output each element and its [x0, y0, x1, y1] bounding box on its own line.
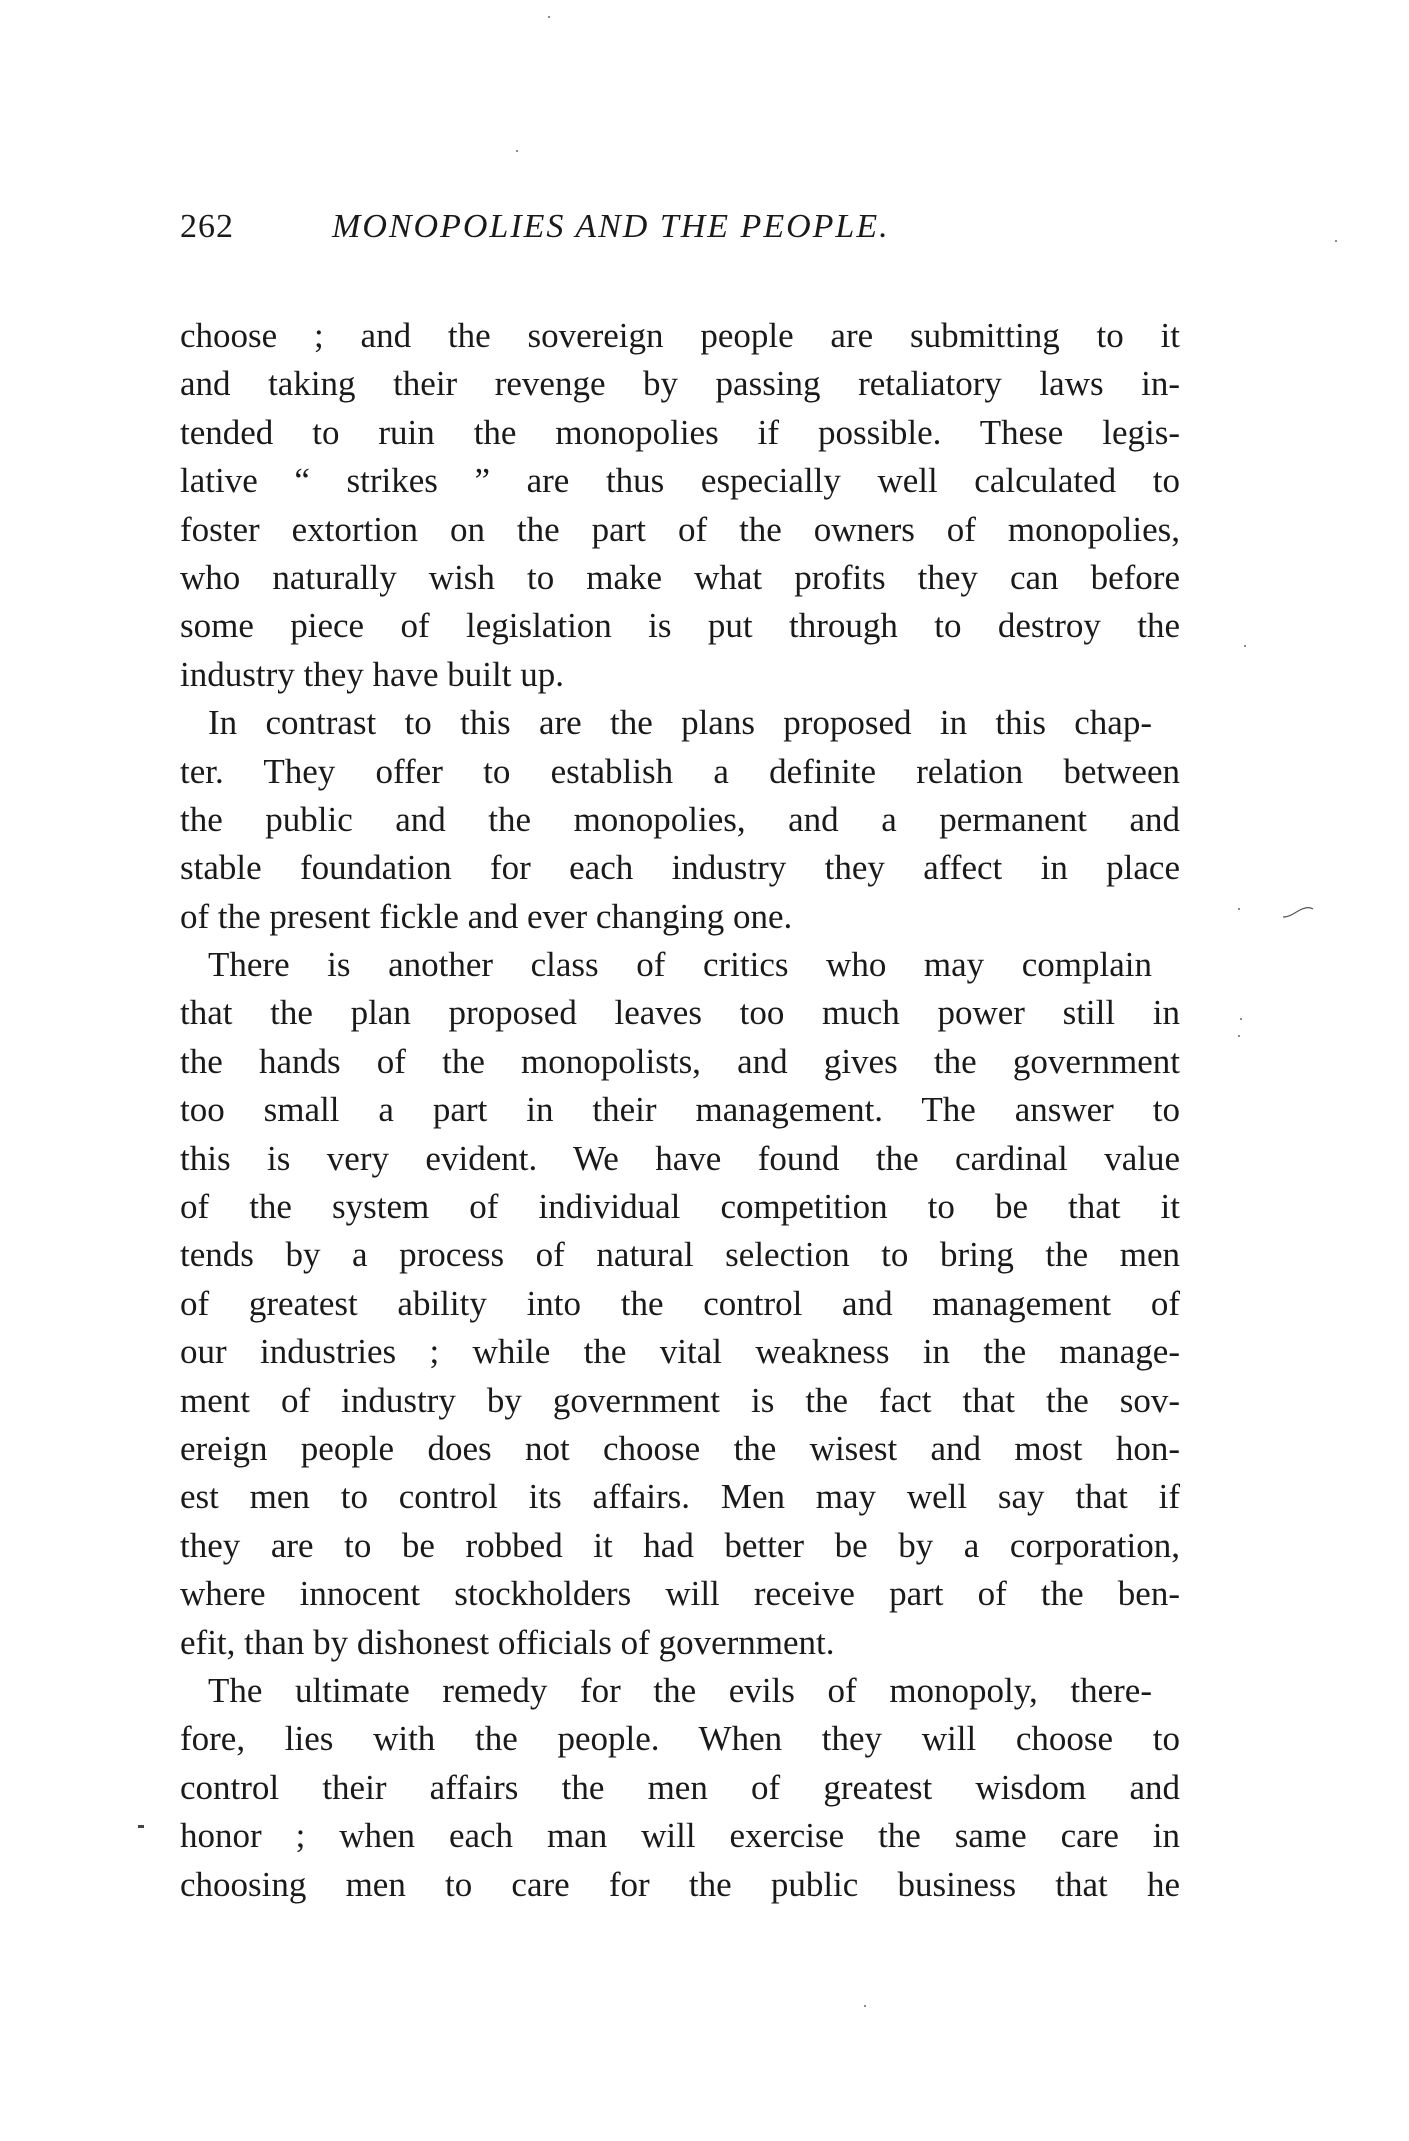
text-line-content: too small a part in their management. The answer to	[180, 1090, 1180, 1130]
text-line	[180, 1812, 1180, 1860]
text-line-content: of the system of individual competition to be that it	[180, 1187, 1180, 1227]
text-line	[180, 554, 1180, 602]
text-line	[180, 699, 1180, 747]
scan-speck	[516, 150, 518, 152]
text-line-content: The ultimate remedy for the evils of monopoly, there-	[208, 1670, 1152, 1710]
running-head	[180, 208, 1180, 258]
text-line	[180, 409, 1180, 457]
text-line-content: this is very evident. We have found the cardinal value	[180, 1138, 1180, 1178]
text-line	[180, 1280, 1180, 1328]
text-line-content: There is another class of critics who may complain	[208, 945, 1152, 985]
text-line	[180, 893, 1180, 941]
text-line	[180, 1231, 1180, 1279]
scan-speck	[1335, 240, 1337, 242]
text-line	[180, 1715, 1180, 1763]
text-line	[180, 1619, 1180, 1667]
text-line-content: foster extortion on the part of the owners of monopolies,	[180, 509, 1180, 549]
text-line-content: ereign people does not choose the wisest and most hon-	[180, 1428, 1180, 1468]
text-line-content: who naturally wish to make what profits they can before	[180, 557, 1180, 597]
text-line-content: tends by a process of natural selection to bring the men	[180, 1235, 1180, 1275]
text-line-content: tended to ruin the monopolies if possible. These legis-	[180, 412, 1180, 452]
text-line	[180, 748, 1180, 796]
scan-speck	[1240, 1018, 1242, 1020]
text-line	[180, 506, 1180, 554]
text-line-content: choosing men to care for the public business that he	[180, 1864, 1180, 1904]
text-line	[180, 1764, 1180, 1812]
text-line-content: the public and the monopolies, and a permanent and	[180, 799, 1180, 839]
text-line	[180, 1861, 1180, 1909]
text-line-content: some piece of legislation is put through to destroy the	[180, 606, 1180, 646]
text-line-content: ment of industry by government is the fact that the sov-	[180, 1380, 1180, 1420]
text-line	[180, 941, 1180, 989]
text-line-content: lative “ strikes ” are thus especially well calculated to	[180, 461, 1180, 501]
running-title: MONOPOLIES AND THE PEOPLE.	[332, 208, 890, 245]
text-line-content: of the present fickle and ever changing one.	[180, 896, 793, 936]
text-line-content: In contrast to this are the plans proposed in this chap-	[208, 703, 1152, 743]
text-line-content: honor ; when each man will exercise the same care in	[180, 1816, 1180, 1856]
text-line	[180, 1328, 1180, 1376]
text-line-content: stable foundation for each industry they affect in place	[180, 848, 1180, 888]
text-line-content: control their affairs the men of greatest wisdom and	[180, 1767, 1180, 1807]
scan-speck	[1238, 1035, 1240, 1037]
text-line	[180, 457, 1180, 505]
text-line	[180, 1135, 1180, 1183]
text-line-content: where innocent stockholders will receive part of the ben-	[180, 1574, 1180, 1614]
page-number: 262	[180, 208, 234, 245]
text-line	[180, 312, 1180, 360]
margin-pencil-mark	[1282, 905, 1314, 919]
text-line-content: industry they have built up.	[180, 654, 564, 694]
text-line-content: ter. They offer to establish a definite relation between	[180, 751, 1180, 791]
text-line-content: and taking their revenge by passing retaliatory laws in-	[180, 364, 1180, 404]
text-line	[180, 360, 1180, 408]
text-line	[180, 1570, 1180, 1618]
scan-speck	[548, 16, 550, 18]
text-line-content: that the plan proposed leaves too much power still in	[180, 993, 1180, 1033]
text-line	[180, 651, 1180, 699]
scan-speck	[1238, 908, 1240, 910]
text-line-content: our industries ; while the vital weakness in the manage-	[180, 1332, 1180, 1372]
text-line-content: est men to control its affairs. Men may well say that if	[180, 1477, 1180, 1517]
text-line	[180, 1377, 1180, 1425]
text-line	[180, 1522, 1180, 1570]
text-line	[180, 1183, 1180, 1231]
text-line	[180, 796, 1180, 844]
text-line	[180, 1473, 1180, 1521]
body-text	[180, 312, 1180, 1909]
text-line	[180, 844, 1180, 892]
scan-speck	[864, 2005, 866, 2007]
text-line-content: the hands of the monopolists, and gives the government	[180, 1041, 1180, 1081]
text-line-content: of greatest ability into the control and management of	[180, 1283, 1180, 1323]
text-line	[180, 989, 1180, 1037]
text-line	[180, 1667, 1180, 1715]
margin-dash-mark	[138, 1825, 144, 1828]
text-line-content: choose ; and the sovereign people are submitting to it	[180, 316, 1180, 355]
text-line	[180, 1425, 1180, 1473]
scan-speck	[1244, 645, 1246, 647]
text-line	[180, 1038, 1180, 1086]
text-line	[180, 602, 1180, 650]
text-line-content: efit, than by dishonest officials of government.	[180, 1622, 835, 1662]
text-line-content: they are to be robbed it had better be by a corporation,	[180, 1525, 1180, 1565]
text-line	[180, 1086, 1180, 1134]
text-line-content: fore, lies with the people. When they will choose to	[180, 1719, 1180, 1759]
